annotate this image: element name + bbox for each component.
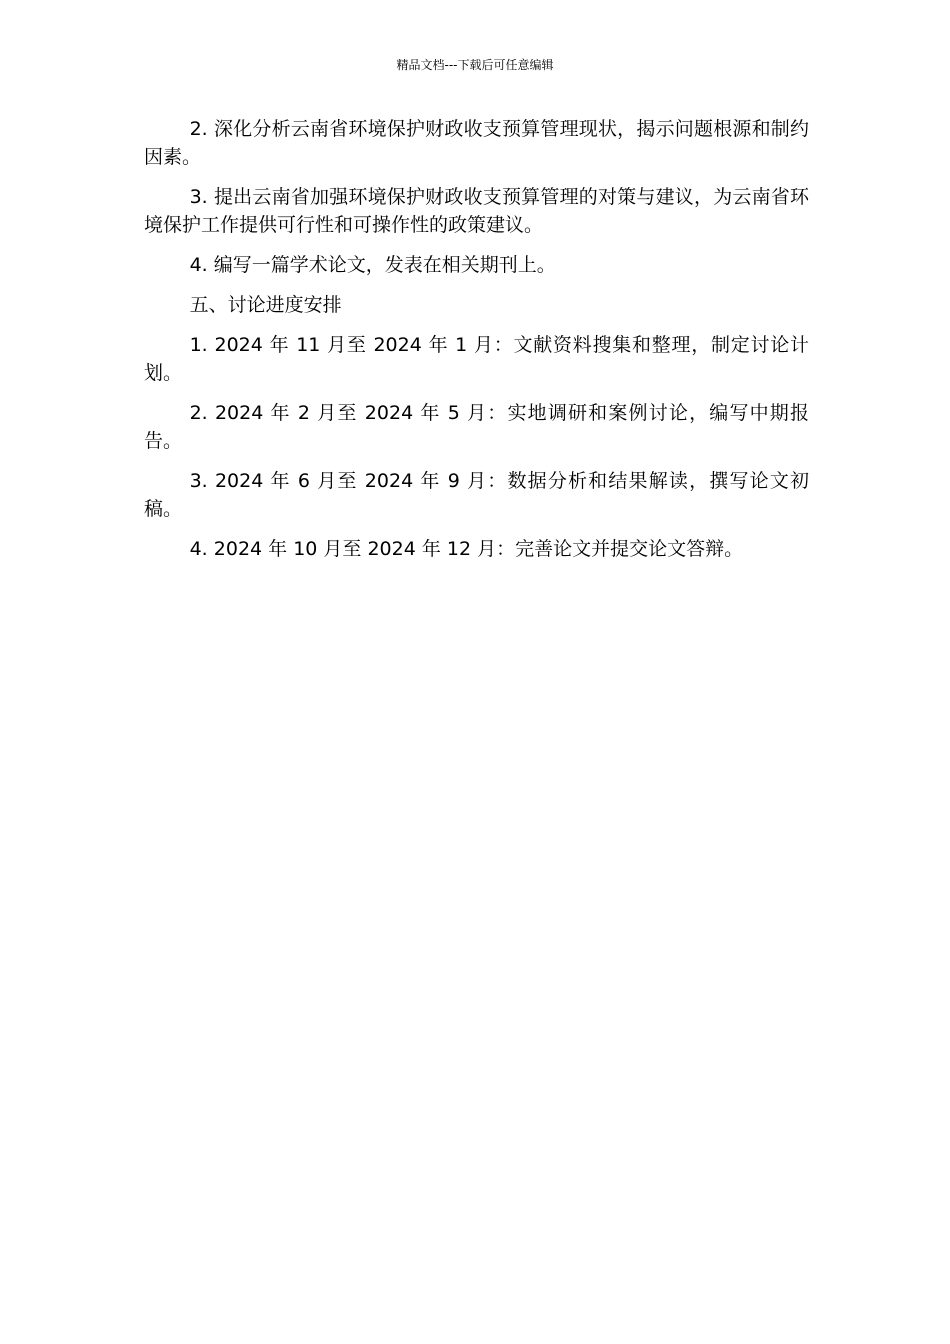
paragraph-objective-2: 2. 深化分析云南省环境保护财政收支预算管理现状，揭示问题根源和制约因素。 [144,118,809,168]
section-heading-schedule: 五、讨论进度安排 [189,294,342,316]
page-header: 精品文档---下载后可任意编辑 [396,58,554,72]
schedule-item-1: 1. 2024 年 11 月至 2024 年 1 月：文献资料搜集和整理，制定讨论计划。 [144,334,809,384]
schedule-item-4: 4. 2024 年 10 月至 2024 年 12 月：完善论文并提交论文答辩。 [189,538,744,560]
schedule-item-2: 2. 2024 年 2 月至 2024 年 5 月：实地调研和案例讨论，编写中期报告。 [144,402,809,452]
paragraph-objective-3: 3. 提出云南省加强环境保护财政收支预算管理的对策与建议，为云南省环境保护工作提供可行性和可操作性的政策建议。 [144,186,809,236]
schedule-item-3: 3. 2024 年 6 月至 2024 年 9 月：数据分析和结果解读，撰写论文初稿。 [144,470,809,520]
document-body [144,115,809,575]
paragraph-objective-4: 4. 编写一篇学术论文，发表在相关期刊上。 [189,254,556,276]
